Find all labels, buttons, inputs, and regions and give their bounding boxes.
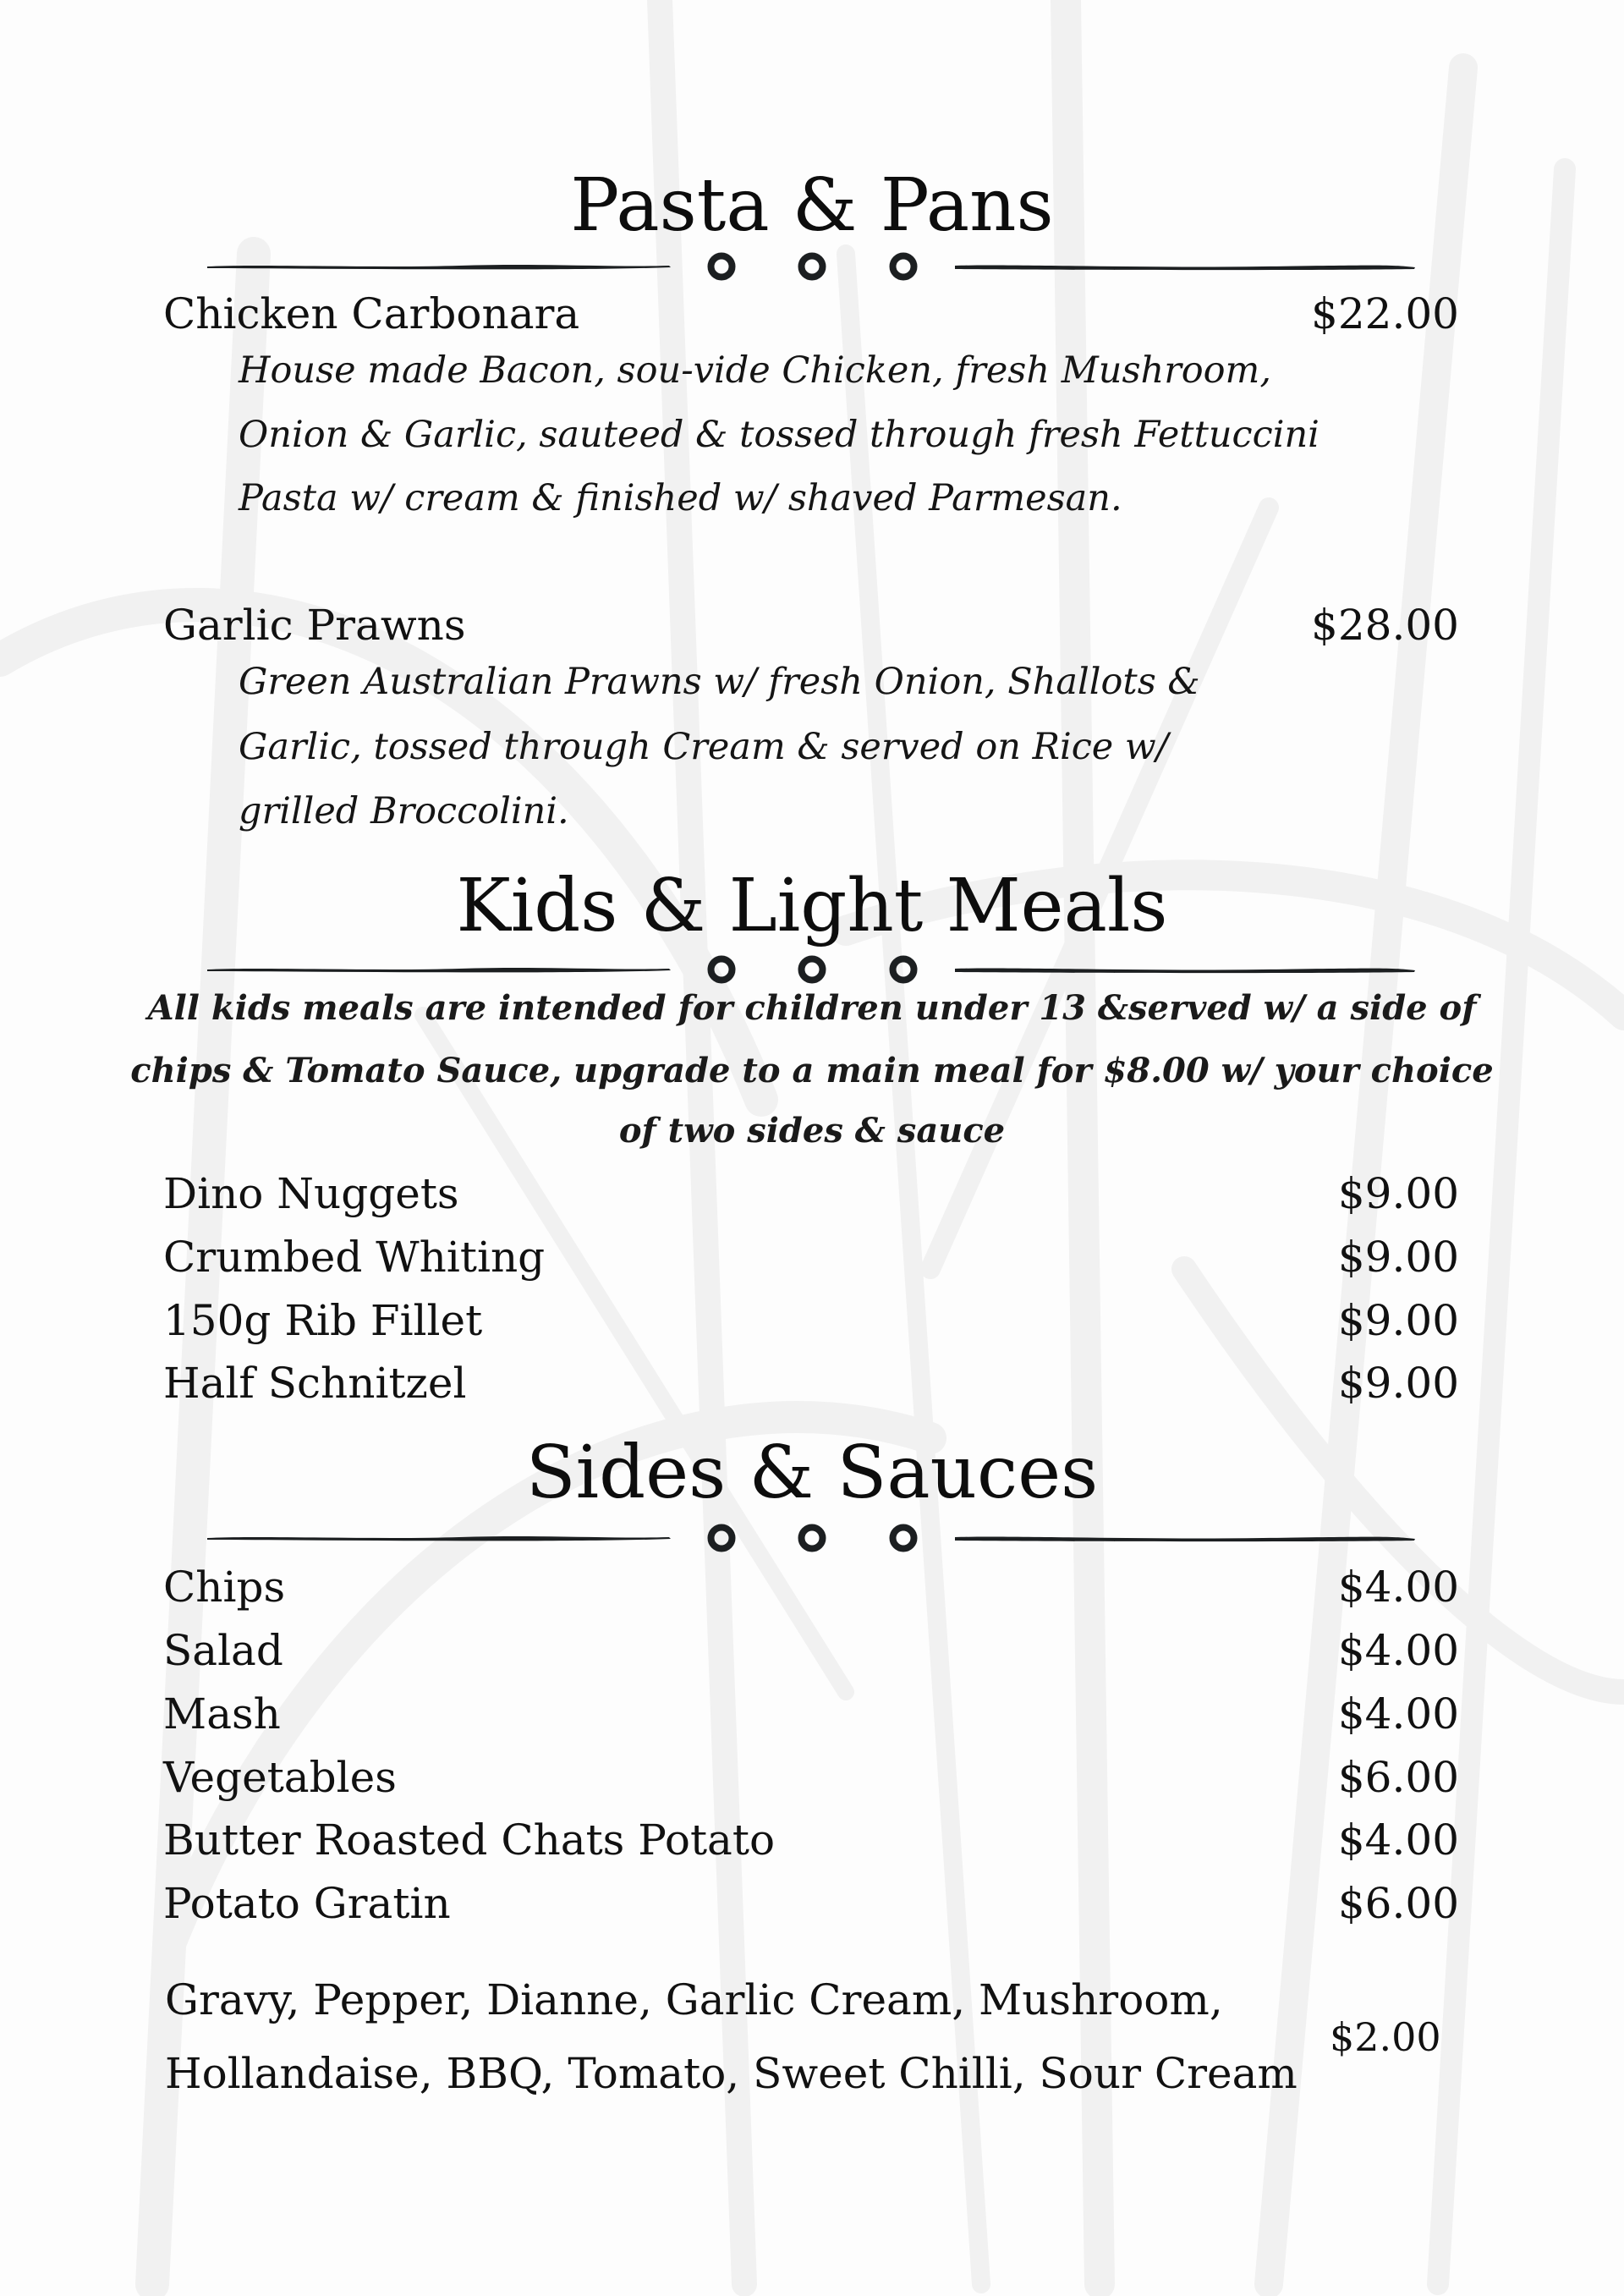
item-name: Chips	[163, 1563, 286, 1612]
item-price: $9.00	[1337, 1169, 1459, 1218]
section-title: Pasta & Pans	[570, 163, 1054, 248]
item-name: Vegetables	[163, 1753, 397, 1802]
item-description-line: Pasta w/ cream & finished w/ shaved Parmesan.	[239, 477, 1122, 519]
item-price: $9.00	[1337, 1233, 1459, 1282]
ornamental-divider-icon	[206, 250, 1417, 283]
item-price: $28.00	[1311, 601, 1459, 650]
item-name: Butter Roasted Chats Potato	[163, 1815, 776, 1865]
item-price: $6.00	[1337, 1879, 1459, 1928]
item-name: Crumbed Whiting	[163, 1233, 546, 1282]
item-price: $4.00	[1337, 1626, 1459, 1675]
sauces-line: Gravy, Pepper, Dianne, Garlic Cream, Mushroom,	[165, 1975, 1223, 2024]
item-description-line: Onion & Garlic, sauteed & tossed through fresh Fettuccini	[239, 414, 1320, 456]
item-price: $4.00	[1337, 1815, 1459, 1865]
kids-note-line: All kids meals are intended for children under 13 &served w/ a side of	[147, 988, 1477, 1028]
item-name: Mash	[163, 1689, 281, 1738]
item-description-line: grilled Broccolini.	[239, 790, 569, 832]
kids-note-line: of two sides & sauce	[618, 1111, 1006, 1151]
item-price: $9.00	[1337, 1296, 1459, 1345]
item-price: $9.00	[1337, 1359, 1459, 1408]
item-name: Potato Gratin	[163, 1879, 451, 1928]
item-name: Garlic Prawns	[163, 601, 466, 650]
item-price: $4.00	[1337, 1563, 1459, 1612]
item-name: 150g Rib Fillet	[163, 1296, 483, 1345]
item-price: $22.00	[1311, 289, 1459, 338]
kids-note-line: chips & Tomato Sauce, upgrade to a main meal for $8.00 w/ your choice	[130, 1051, 1494, 1090]
sauces-price: $2.00	[1330, 2014, 1441, 2060]
item-name: Salad	[163, 1626, 283, 1675]
item-name: Half Schnitzel	[163, 1359, 467, 1408]
item-description-line: Garlic, tossed through Cream & served on Rice w/	[239, 726, 1169, 768]
item-description-line: Green Australian Prawns w/ fresh Onion, Shallots &	[239, 661, 1200, 703]
item-price: $6.00	[1337, 1753, 1459, 1802]
sauces-line: Hollandaise, BBQ, Tomato, Sweet Chilli, Sour Cream	[165, 2049, 1298, 2098]
section-title: Sides & Sauces	[525, 1431, 1099, 1515]
section-title: Kids & Light Meals	[456, 864, 1168, 948]
item-name: Chicken Carbonara	[163, 289, 580, 338]
ornamental-divider-icon	[206, 1521, 1417, 1555]
item-price: $4.00	[1337, 1689, 1459, 1738]
item-description-line: House made Bacon, sou-vide Chicken, fresh Mushroom,	[239, 349, 1271, 392]
ornamental-divider-icon	[206, 953, 1417, 986]
item-name: Dino Nuggets	[163, 1169, 459, 1218]
